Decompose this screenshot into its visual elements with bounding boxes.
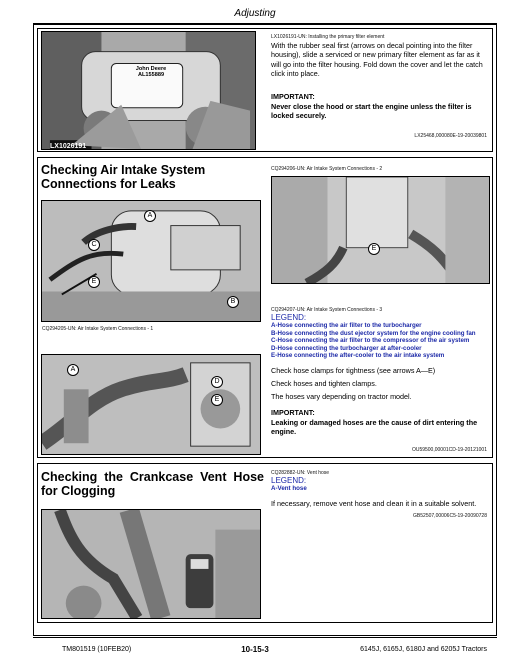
callout-b: B [227,296,239,308]
section-air-intake [37,157,493,458]
photo-2-caption: CQ294206-UN: Air Intake System Connections - 2 [271,166,383,172]
legend-item-c: C-Hose connecting the air filter to the compressor of the air system [271,337,470,344]
instruction-2: Check hoses and tighten clamps. [271,379,377,388]
document-id: GB52507,00006C5-19-20090728 [413,513,487,519]
instruction-3: The hoses vary depending on tractor model. [271,392,412,401]
callout-e: E [211,394,223,406]
section-title: Checking the Crankcase Vent Hose for Clogging [41,470,264,498]
callout-d: D [211,376,223,388]
air-intake-photo-2 [41,354,261,455]
important-text: Never close the hood or start the engine unless the filter is locked securely. [271,102,472,121]
vent-hose-instruction: If necessary, remove vent hose and clean it in a suitable solvent. [271,499,477,508]
legend-item-e: E-Hose connecting the after-cooler to the air intake system [271,352,445,359]
legend-item-a: A-Vent hose [271,485,307,492]
important-text: Leaking or damaged hoses are the cause of dirt entering the engine. [271,418,478,437]
document-id: LX25468,000080E-19-20039801 [414,133,487,139]
callout-a: A [144,210,156,222]
photo-label: LX1026191 [50,143,87,150]
footer-rule [33,637,497,638]
callout-c: C [88,239,100,251]
legend-title: LEGEND: [271,313,307,322]
legend-item-a: A-Hose connecting the air filter to the turbocharger [271,322,422,329]
photo-1-caption: CQ294205-UN: Air Intake System Connections - 1 [42,326,154,332]
section-title: Checking Air Intake System Connections for Leaks [41,163,206,191]
legend-title: LEGEND: [271,476,307,485]
install-instructions: With the rubber seal first (arrows on decal pointing into the filter housing), slide a serviced or new primary filter element as far as it will go into the filter housing. Fold down the cover and let the catch click into place. [271,41,483,79]
filter-decal: John Deere AL155889 [135,66,167,79]
air-intake-photo-3 [271,176,490,284]
legend-item-d: D-Hose connecting the turbocharger at after-cooler [271,344,422,352]
footer-manual-id: TM801519 (10FEB20) [62,646,132,653]
instruction-1: Check hose clamps for tightness (see arrows A—E) [271,366,436,375]
footer-page-number: 10-15-3 [241,645,269,654]
figure-reference: LX1026191-UN: Installing the primary filter element [271,34,385,40]
important-label: IMPORTANT: [271,92,315,101]
page-header-title: Adjusting [234,8,276,19]
vent-hose-photo [41,509,261,619]
legend-list [271,322,491,360]
callout-e: E [88,276,100,288]
air-filter-photo [41,31,256,150]
photo-caption: CQ282882-UN: Vent hose [271,470,330,476]
callout-e: E [368,243,380,255]
section-crankcase-vent [37,463,493,623]
photo-3-caption: CQ294207-UN: Air Intake System Connections - 3 [271,307,383,313]
document-id: OU59500,00001CD-19-20121001 [411,447,487,453]
legend-item-b: B-Hose connecting the dust ejector system for the engine cooling fan [271,329,476,337]
important-label: IMPORTANT: [271,408,315,417]
callout-a: A [67,364,79,376]
air-intake-photo-1 [41,200,261,322]
section-air-filter-install [37,28,493,152]
footer-tractor-models: 6145J, 6165J, 6180J and 6205J Tractors [360,646,487,653]
